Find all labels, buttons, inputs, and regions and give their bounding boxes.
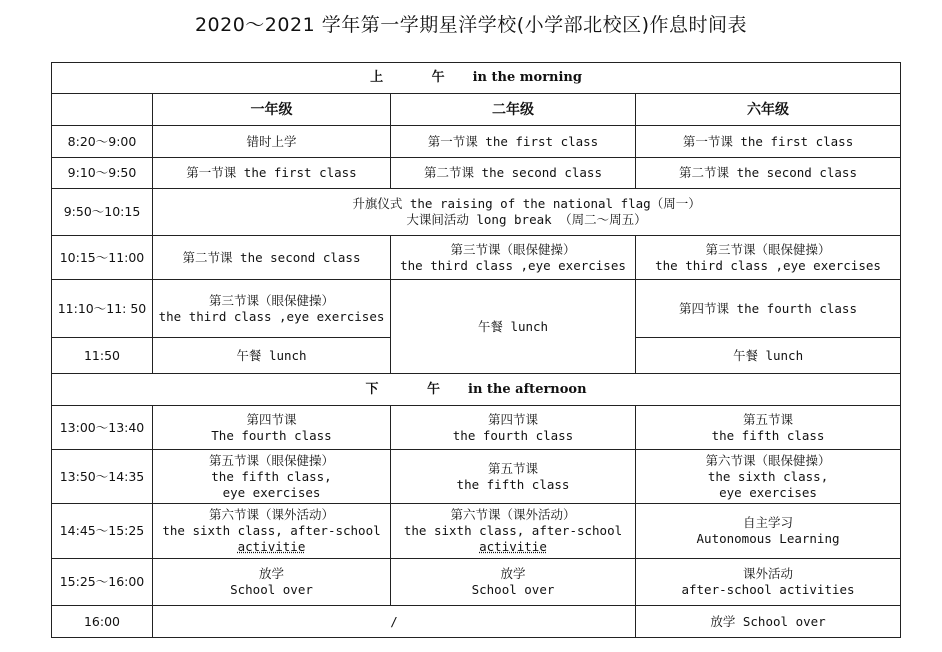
grade-2-cell <box>391 450 636 504</box>
morning-section-row <box>52 63 901 94</box>
time-cell: 16:00 <box>52 606 153 638</box>
morning-section-cell <box>52 63 901 94</box>
long-break-line: 大课间活动 long break （周二～周五） <box>406 212 647 227</box>
grade-1-cell: 第二节课 the second class <box>153 236 391 280</box>
table-row <box>52 406 901 450</box>
grade-1-cell <box>153 559 391 606</box>
table-row <box>52 189 901 236</box>
time-cell: 13:50～14:35 <box>52 450 153 504</box>
cell-line-en: after-school activities <box>681 582 855 597</box>
cell-line-en: the fourth class <box>452 427 574 443</box>
afternoon-section-row <box>52 374 901 406</box>
cell-line-en: the third class ,eye exercises <box>400 257 626 273</box>
flag-raising-line: 升旗仪式 the raising of the national flag（周一） <box>352 196 701 211</box>
cell-line-en: the sixth class, after-school <box>162 523 381 538</box>
grade-6-cell <box>636 406 901 450</box>
cell-line-zh: 第三节课（眼保健操） <box>208 292 334 308</box>
cell-line-zh: 第六节课（眼保健操） <box>705 452 831 468</box>
cell-line-en-2: eye exercises <box>719 484 817 500</box>
time-cell: 10:15～11:00 <box>52 236 153 280</box>
cell-line-zh: 放学 <box>500 566 526 581</box>
time-cell: 8:20～9:00 <box>52 126 153 158</box>
afternoon-label-zh: 下 午 <box>365 381 462 397</box>
cell-line-en-2: activitie <box>479 539 547 554</box>
table-row <box>52 236 901 280</box>
table-row <box>52 158 901 189</box>
header-row <box>52 94 901 126</box>
cell-line-zh: 第五节课 <box>487 460 538 476</box>
grade-2-cell: 午餐 lunch <box>391 280 636 374</box>
grade-1-cell: 午餐 lunch <box>153 338 391 374</box>
grade-2-cell <box>391 504 636 559</box>
grade-1-cell: 错时上学 <box>153 126 391 158</box>
header-grade-6: 六年级 <box>636 94 901 126</box>
table-row <box>52 504 901 559</box>
cell-line-en: the fifth class <box>711 427 825 443</box>
grade-6-cell: 第一节课 the first class <box>636 126 901 158</box>
table-row <box>52 126 901 158</box>
cell-line-en: the third class ,eye exercises <box>655 257 881 273</box>
grade-6-cell <box>636 450 901 504</box>
table-row <box>52 450 901 504</box>
time-cell: 9:50～10:15 <box>52 189 153 236</box>
cell-line-en-2: eye exercises <box>222 484 321 500</box>
grade-6-cell: 放学 School over <box>636 606 901 638</box>
cell-line-en-2: activitie <box>237 539 306 554</box>
time-cell: 9:10～9:50 <box>52 158 153 189</box>
cell-line-en: The fourth class <box>211 427 332 443</box>
cell-line-en: the sixth class, after-school <box>403 523 623 538</box>
cell-line-en: the fifth class, <box>211 468 332 484</box>
cell-line-en: School over <box>230 582 313 597</box>
time-cell: 15:25～16:00 <box>52 559 153 606</box>
cell-line-zh: 课外活动 <box>743 566 794 581</box>
grade-2-cell <box>391 559 636 606</box>
time-cell: 11:50 <box>52 338 153 374</box>
all-grades-cell <box>153 189 901 236</box>
grades-1-2-cell: / <box>153 606 636 638</box>
cell-line-zh: 第四节课 <box>487 411 538 427</box>
morning-label-en: in the morning <box>472 70 582 85</box>
grade-1-cell: 第一节课 the first class <box>153 158 391 189</box>
cell-line-zh: 第六节课（课外活动） <box>450 507 576 522</box>
grade-2-cell <box>391 236 636 280</box>
grade-1-cell <box>153 280 391 338</box>
grade-1-cell <box>153 450 391 504</box>
time-cell: 11:10～11: 50 <box>52 280 153 338</box>
time-cell: 14:45～15:25 <box>52 504 153 559</box>
cell-line-zh: 第六节课（课外活动） <box>208 507 334 522</box>
grade-1-cell <box>153 504 391 559</box>
schedule-table <box>51 62 901 638</box>
cell-line-zh: 第三节课（眼保健操） <box>450 241 576 257</box>
grade-2-cell: 第二节课 the second class <box>391 158 636 189</box>
header-grade-2: 二年级 <box>391 94 636 126</box>
grade-2-cell: 第一节课 the first class <box>391 126 636 158</box>
grade-6-cell: 第四节课 the fourth class <box>636 280 901 338</box>
table-row <box>52 606 901 638</box>
cell-line-en: the fifth class <box>456 476 570 492</box>
cell-line-zh: 第五节课（眼保健操） <box>208 452 334 468</box>
morning-label-zh: 上 午 <box>370 70 467 85</box>
grade-6-cell: 午餐 lunch <box>636 338 901 374</box>
header-grade-1: 一年级 <box>153 94 391 126</box>
grade-6-cell <box>636 504 901 559</box>
table-row <box>52 280 901 338</box>
grade-6-cell <box>636 236 901 280</box>
grade-1-cell <box>153 406 391 450</box>
cell-line-en: Autonomous Learning <box>696 531 840 546</box>
cell-line-en: School over <box>471 582 555 597</box>
cell-line-zh: 第五节课 <box>743 411 794 427</box>
grade-6-cell <box>636 559 901 606</box>
time-cell: 13:00～13:40 <box>52 406 153 450</box>
header-time-cell <box>52 94 153 126</box>
cell-line-en: the third class ,eye exercises <box>158 308 385 324</box>
cell-line-zh: 放学 <box>258 566 284 581</box>
grade-6-cell: 第二节课 the second class <box>636 158 901 189</box>
afternoon-section-cell <box>52 374 901 406</box>
table-row <box>52 559 901 606</box>
afternoon-label-en: in the afternoon <box>468 381 587 397</box>
cell-line-zh: 自主学习 <box>743 515 794 530</box>
grade-2-cell <box>391 406 636 450</box>
cell-line-en: the sixth class, <box>707 468 829 484</box>
cell-line-zh: 第四节课 <box>246 411 297 427</box>
page-title: 2020～2021 学年第一学期星洋学校(小学部北校区)作息时间表 <box>194 14 748 36</box>
cell-line-zh: 第三节课（眼保健操） <box>705 241 831 257</box>
